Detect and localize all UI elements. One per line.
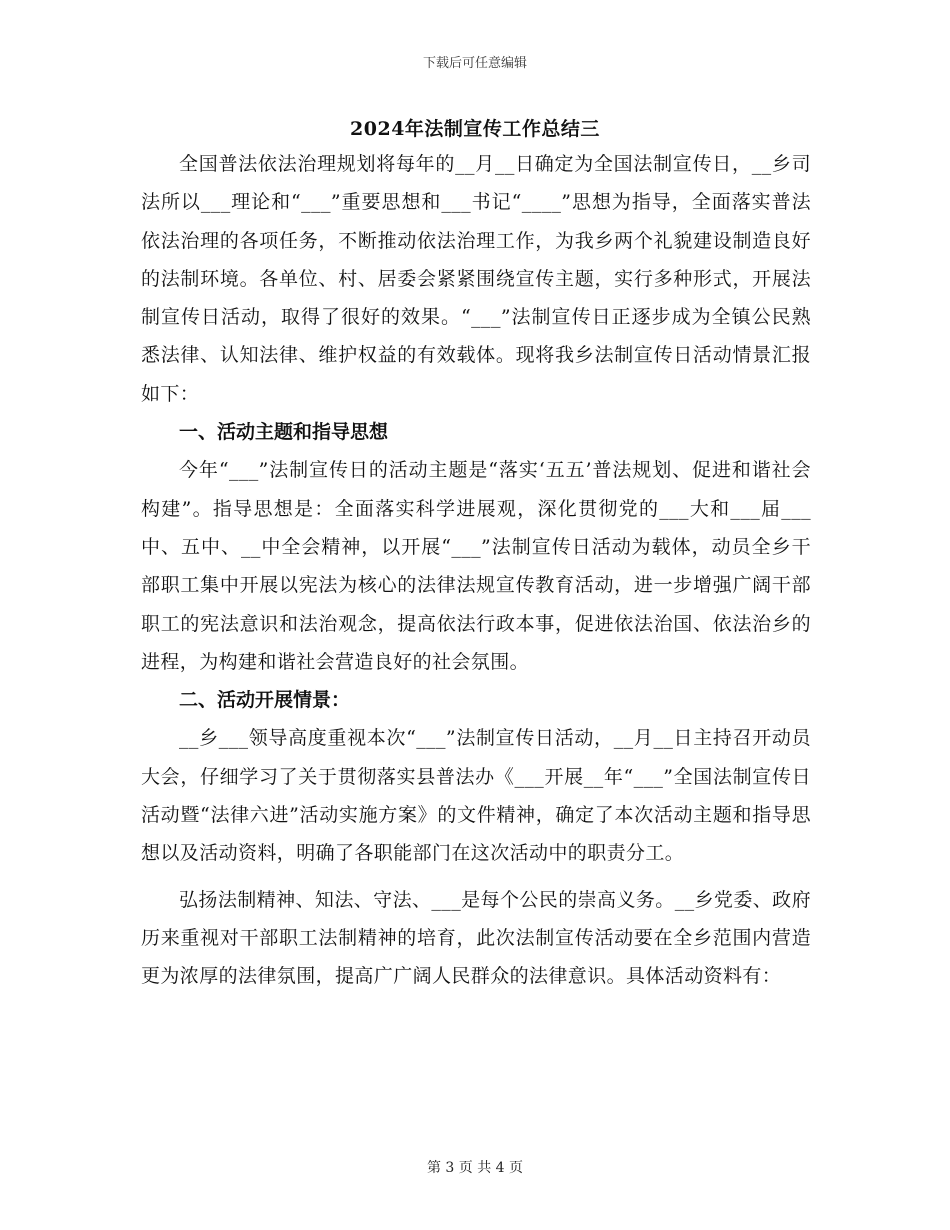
- paragraph-intro: 全国普法依法治理规划将每年的__月__日确定为全国法制宣传日，__乡司法所以___理论和“___”重要思想和___书记“____”思想为指导，全面落实普法依法治理的各项任务，不断推动依法治理工作，为我乡两个礼貌建设制造良好的法制环境。各单位、村、居委会紧紧围绕宣传主题，实行多种形式，开展法制宣传日活动，取得了很好的效果。“___”法制宣传日正逐步成为全镇公民熟悉法律、认知法律、维护权益的有效载体。现将我乡法制宣传日活动情景汇报如下：: [141, 153, 811, 405]
- document-title: 2024年法制宣传工作总结三: [350, 118, 600, 140]
- document-body: [141, 145, 811, 996]
- page-header-note: 下载后可任意编辑: [422, 56, 527, 71]
- section-heading-theme: 一、活动主题和指导思想: [179, 421, 389, 444]
- section-heading-activities: 二、活动开展情景：: [179, 689, 351, 712]
- page-number: 第 3 页 共 4 页: [426, 1160, 524, 1176]
- paragraph-theme: 今年“___”法制宣传日的活动主题是“落实‘五五’普法规划、促进和谐社会构建”。指导思想是：全面落实科学进展观，深化贯彻党的___大和___届___中、五中、__中全会精神，以开展“___”法制宣传日活动为载体，动员全乡干部职工集中开展以宪法为核心的法律法规宣传教育活动，进一步增强广阔干部职工的宪法意识和法治观念，提高依法行政本事，促进依法治国、依法治乡的进程，为构建和谐社会营造良好的社会氛围。: [141, 459, 811, 673]
- paragraph-details: 弘扬法制精神、知法、守法、___是每个公民的崇高义务。__乡党委、政府历来重视对干部职工法制精神的培育，此次法制宣传活动要在全乡范围内营造更为浓厚的法律氛围，提高广广阔人民群众的法律意识。具体活动资料有：: [141, 888, 811, 988]
- paragraph-gap: [141, 873, 811, 881]
- paragraph-activities: __乡___领导高度重视本次“___”法制宣传日活动，__月__日主持召开动员大会，仔细学习了关于贯彻落实县普法办《___开展__年“___”全国法制宣传日活动暨“法律六进”活动实施方案》的文件精神，确定了本次活动主题和指导思想以及活动资料，明确了各职能部门在这次活动中的职责分工。: [141, 727, 811, 865]
